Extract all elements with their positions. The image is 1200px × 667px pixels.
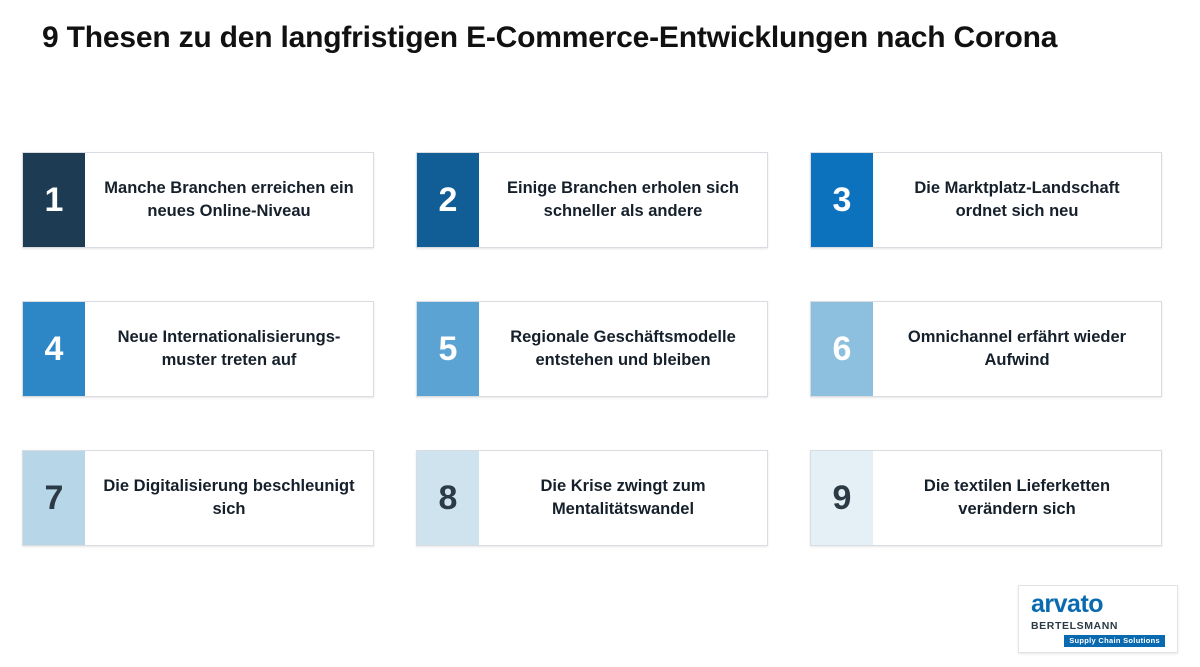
thesis-number-9: 9	[811, 451, 873, 545]
thesis-grid	[22, 152, 1178, 546]
thesis-text-5: Regionale Geschäftsmodelle entstehen und bleiben	[510, 327, 736, 369]
thesis-number-1: 1	[23, 153, 85, 247]
thesis-card-5[interactable]	[416, 301, 768, 397]
thesis-number-8: 8	[417, 451, 479, 545]
thesis-number-4: 4	[23, 302, 85, 396]
thesis-card-1[interactable]	[22, 152, 374, 248]
thesis-number-6: 6	[811, 302, 873, 396]
thesis-card-8[interactable]	[416, 450, 768, 546]
thesis-card-7[interactable]	[22, 450, 374, 546]
company-logo	[1018, 585, 1178, 653]
thesis-text-9: Die textilen Lieferketten verändern sich	[923, 476, 1111, 518]
logo-parent: BERTELSMANN	[1031, 619, 1119, 632]
thesis-card-4[interactable]	[22, 301, 374, 397]
thesis-text-1: Manche Branchen erreichen ein neues Online-Niveau	[104, 178, 354, 220]
thesis-card-2[interactable]	[416, 152, 768, 248]
thesis-number-2: 2	[417, 153, 479, 247]
thesis-number-5: 5	[417, 302, 479, 396]
thesis-card-9[interactable]	[810, 450, 1162, 546]
thesis-text-3: Die Marktplatz-Landschaft ordnet sich neu	[914, 178, 1120, 220]
thesis-card-6[interactable]	[810, 301, 1162, 397]
logo-name: arvato	[1031, 589, 1104, 618]
thesis-text-8: Die Krise zwingt zum Mentalitätswandel	[540, 476, 706, 518]
logo-tagline: Supply Chain Solutions	[1064, 635, 1165, 647]
page-title: 9 Thesen zu den langfristigen E-Commerce-Entwicklungen nach Corona	[42, 21, 1058, 54]
thesis-text-6: Omnichannel erfährt wieder Aufwind	[907, 327, 1127, 369]
thesis-card-3[interactable]	[810, 152, 1162, 248]
thesis-text-2: Einige Branchen erholen sich schneller als andere	[507, 178, 739, 220]
thesis-number-7: 7	[23, 451, 85, 545]
thesis-text-7: Die Digitalisierung beschleunigt sich	[103, 476, 355, 518]
thesis-number-3: 3	[811, 153, 873, 247]
thesis-text-4: Neue Internationalisierungs-muster treten auf	[117, 327, 341, 369]
